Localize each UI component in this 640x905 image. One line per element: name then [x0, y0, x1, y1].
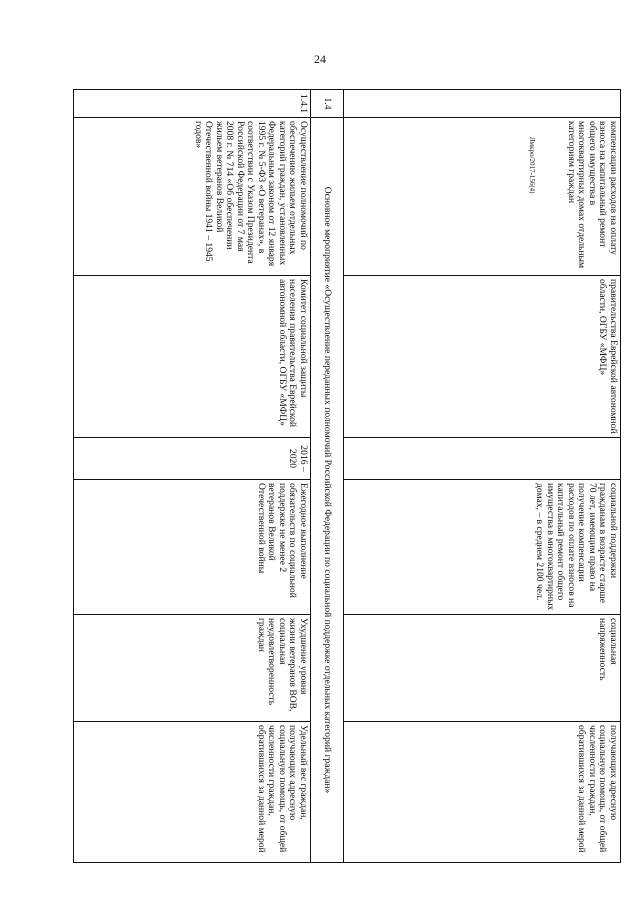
- cell-period: 2016 – 2020: [74, 438, 311, 480]
- table-row-1-4-1: [74, 90, 311, 863]
- cell-event-name: компенсации расходов на оплату взноса на капитальный ремонт общего имущества в многоквартирных домах отдельным категориям граждан: [344, 118, 621, 276]
- table-row-continuation: [344, 90, 621, 863]
- rotated-table-container: [89, 89, 621, 862]
- cell-period: [344, 438, 621, 480]
- cell-indicator: Удельный вес граждан, получающих адресную социальную помощь, от общей численности граждан, обратившихся за данной мерой: [74, 722, 311, 863]
- cell-consequence: Ухудшение уровня жизни ветеранов ВОВ, социальная неудовлетворенность граждан: [74, 615, 311, 722]
- cell-result: Ежегодное выполнение обязательств по социальной поддержке не менее 2 ветеранов Великой Отечественной войны: [74, 480, 311, 615]
- table-row-main-event: [311, 90, 344, 863]
- cell-main-event-title: Основное мероприятие «Осуществление переданных полномочий Российской Федерации по социальной поддержке отдельных категорий граждан»: [311, 118, 344, 863]
- page-number: 24: [314, 52, 326, 66]
- cell-num: 1.4.1: [74, 90, 311, 118]
- cell-event-name: Осуществление полномочий по обеспечению жильем отдельных категорий граждан, установленных Федеральным законом от 12 января 1995 г. № 5-ФЗ «О ветеранах», в соответствии с Указом Президента Российской Федерации от 7 мая 2008 г. № 714 «Об обеспечении жильем ветеранов Великой Отечественной войны 1941 – 1945 годов»: [74, 118, 311, 276]
- cell-result: социальной поддержки гражданам в возрасте старше 70 лет, имеющим право на получение компенсации расходов по оплате взносов на капитальный ремонт общего имущества в многоквартирных домах, – в среднем 2100 чел.: [344, 480, 621, 615]
- document-code: Лмкро/2017-156(4): [528, 137, 536, 194]
- cell-executor: правительства Еврейской автономной области, ОГБУ «МФЦ»: [344, 276, 621, 438]
- cell-num: [344, 90, 621, 118]
- program-measures-table: [73, 89, 621, 863]
- cell-indicator: получающих адресную социальную помощь, от общей численности граждан, обратившихся за данной мерой: [344, 722, 621, 863]
- cell-num: 1.4: [311, 90, 344, 118]
- cell-consequence: социальная напряженность: [344, 615, 621, 722]
- cell-executor: Комитет социальной защиты населения правительства Еврейской автономной области, ОГБУ «МФЦ»: [74, 276, 311, 438]
